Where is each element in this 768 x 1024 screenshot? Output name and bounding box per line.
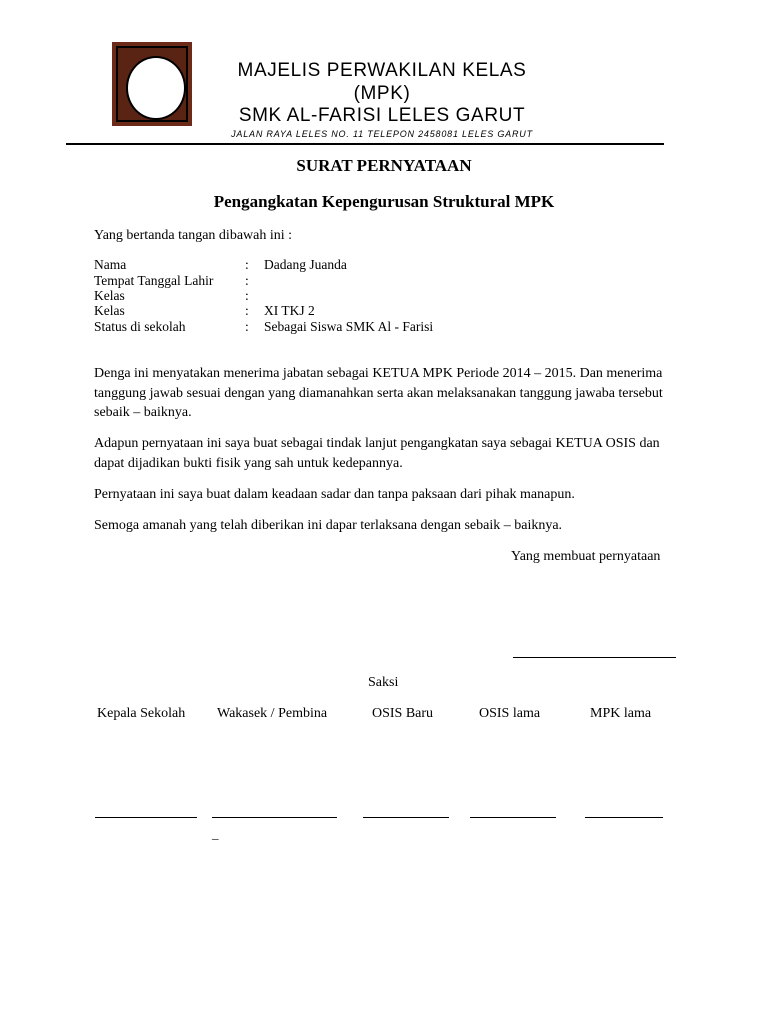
field-colon: : bbox=[245, 303, 249, 318]
closing-paragraph: Semoga amanah yang telah diberikan ini dapar terlaksana dengan sebaik – baiknya. bbox=[94, 518, 563, 533]
field-value-status: Sebagai Siswa SMK Al - Farisi bbox=[264, 319, 434, 334]
field-label: Tempat Tanggal Lahir bbox=[94, 273, 214, 288]
witness-vice-principal: Wakasek / Pembina bbox=[217, 706, 328, 721]
letterhead-divider bbox=[66, 143, 664, 145]
field-colon: : bbox=[245, 257, 249, 272]
field-colon: : bbox=[245, 319, 249, 334]
witness-osis-new: OSIS Baru bbox=[372, 706, 434, 721]
witness-signature-line bbox=[212, 817, 337, 818]
maker-signature-line bbox=[513, 657, 676, 658]
purpose-paragraph: Adapun pernyataan ini saya buat sebagai tindak lanjut pengangkatan saya sebagai KETUA OSIS dan dapat dijadikan bukti fisik yang sah untuk kedepannya. bbox=[94, 436, 660, 471]
field-colon: : bbox=[245, 273, 249, 288]
witness-signature-line bbox=[585, 817, 663, 818]
field-label: Kelas bbox=[94, 303, 125, 318]
declaration-paragraph: Pernyataan ini saya buat dalam keadaan sadar dan tanpa paksaan dari pihak manapun. bbox=[94, 487, 575, 502]
letterhead-address: JALAN RAYA LELES NO. 11 TELEPON 2458081 LELES GARUT bbox=[231, 129, 533, 139]
field-label: Status di sekolah bbox=[94, 319, 186, 334]
document-subtitle: Pengangkatan Kepengurusan Struktural MPK bbox=[213, 192, 555, 211]
witness-principal: Kepala Sekolah bbox=[97, 706, 186, 721]
witness-osis-old: OSIS lama bbox=[479, 706, 541, 721]
field-label: Nama bbox=[94, 257, 127, 272]
witness-signature-line bbox=[470, 817, 556, 818]
document-title: SURAT PERNYATAAN bbox=[296, 156, 472, 175]
maker-label: Yang membuat pernyataan bbox=[511, 549, 661, 564]
intro-text: Yang bertanda tangan dibawah ini : bbox=[94, 228, 293, 243]
field-colon: : bbox=[245, 288, 249, 303]
witness-signature-line bbox=[95, 817, 197, 818]
letterhead-school-name: SMK AL-FARISI LELES GARUT bbox=[238, 105, 526, 126]
field-value-class: XI TKJ 2 bbox=[264, 303, 315, 318]
field-label: Kelas bbox=[94, 288, 125, 303]
witness-title: Saksi bbox=[368, 675, 399, 690]
witness-mpk-old: MPK lama bbox=[590, 706, 652, 721]
field-value-name: Dadang Juanda bbox=[264, 257, 347, 272]
letterhead-org-name: MAJELIS PERWAKILAN KELAS bbox=[237, 60, 527, 81]
witness-signature-line bbox=[363, 817, 449, 818]
letterhead-org-abbrev: (MPK) bbox=[353, 83, 411, 104]
statement-paragraph: Denga ini menyatakan menerima jabatan sebagai KETUA MPK Periode 2014 – 2015. Dan menerima tanggung jawab sesuai dengan yang diamanahkan serta akan melaksanakan tanggung jawaba tersebut sebaik – baiknya. bbox=[94, 366, 663, 420]
stray-underscore: _ bbox=[212, 826, 219, 841]
